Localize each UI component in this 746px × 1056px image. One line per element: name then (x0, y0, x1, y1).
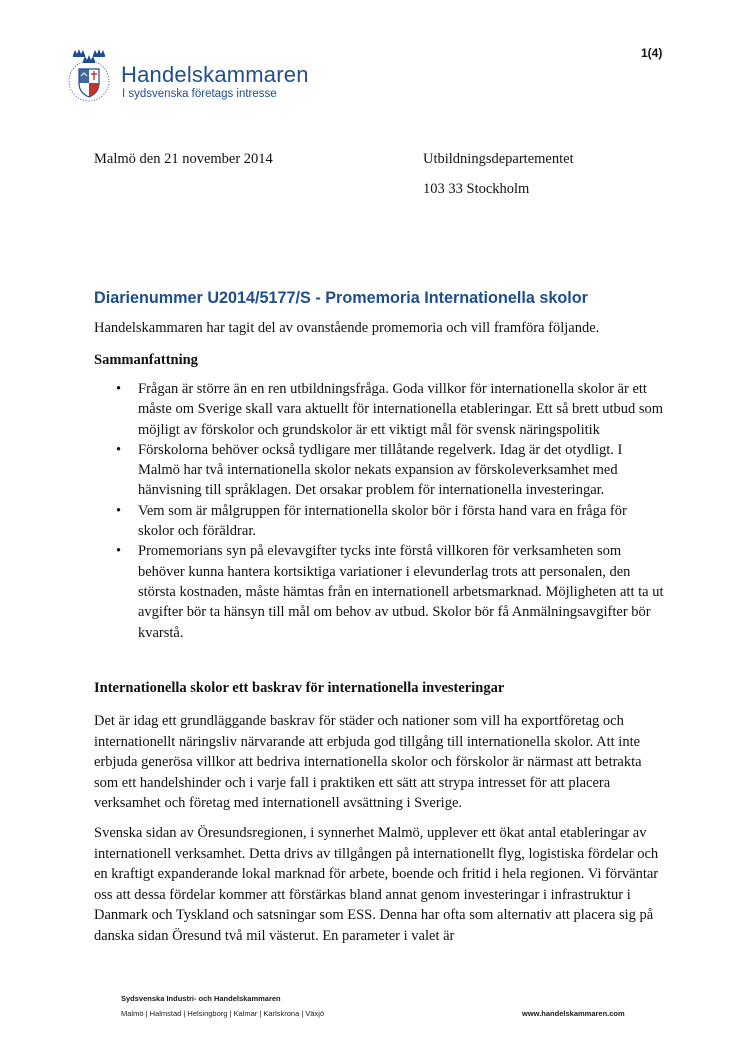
body-paragraph: Svenska sidan av Öresundsregionen, i synnerhet Malmö, upplever ett ökat antal etableringar av internationell verksamhet. Detta drivs av tillgången på internationellt flyg, logistiska fördelar och en kraftigt expanderande lokal marknad för arbete, boende och fritid i hela regionen. Vi förväntar oss att dessa fördelar kommer att förstärkas bland annat genom investeringar i infrastruktur i Danmark och Tyskland och satsningar som ESS. Denna har ofta som alternativ att placera sig på danska sidan Öresund två mil västerut. En parameter i valet är (94, 825, 659, 944)
date-line: Malmö den 21 november 2014 (94, 151, 273, 167)
list-item (94, 541, 664, 642)
footer-org-name: Sydsvenska Industri- och Handelskammaren (121, 994, 281, 1003)
body-paragraph: Det är idag ett grundläggande baskrav för städer och nationer som vill ha exportföretag och internationellt näringsliv närvarande att erbjuda god tillgång till internationella skolor. Att inte erbjuda generösa villkor att bedriva internationella skolor och förskolor är närmast att betrakta som ett handelshinder och i varje fall i praktiken ett sätt att strypa intresset för att placera verksamhet och företag med internationell avsättning i Sverige. (94, 713, 642, 811)
bullet-icon: • (116, 502, 122, 519)
recipient-address: 103 33 Stockholm (423, 181, 530, 197)
bullet-icon: • (116, 543, 122, 560)
list-item-text: Vem som är målgruppen för internationella skolor bör i första hand vara en fråga för skolor och föräldrar. (138, 502, 627, 540)
list-item-text: Frågan är större än en ren utbildningsfråga. Goda villkor för internationella skolor är ett måste om Sverige skall vara aktuellt för internationella etableringar. Ett så brett utbud som möjligt av förskolor och grundskolor är ett viktigt mål för svensk näringspolitik (138, 381, 664, 438)
recipient-name: Utbildningsdepartementet (423, 151, 574, 167)
list-item (94, 501, 664, 542)
summary-list (94, 379, 664, 643)
section-heading: Internationella skolor ett baskrav för internationella investeringar (94, 680, 505, 696)
document-title: Diarienummer U2014/5177/S - Promemoria Internationella skolor (94, 289, 588, 307)
footer-website-link[interactable]: www.handelskammaren.com (522, 1009, 625, 1018)
footer-cities: Malmö | Halmstad | Helsingborg | Kalmar | Karlskrona | Växjö (121, 1009, 325, 1018)
list-item-text: Promemorians syn på elevavgifter tycks inte förstå villkoren för verksamheten som behöver kunna hantera kortsiktiga variationer i elevunderlag trots att personalen, den största kostnaden, måste hämtas från en internationell arbetsmarknad. Möjligheten att ta ut avgifter bör ta hänsyn till mål om behov av utbud. Skolor bör få Anmälningsavgifter bör kvarstå. (138, 543, 664, 641)
intro-paragraph: Handelskammaren har tagit del av ovanstående promemoria och vill framföra följande. (94, 320, 600, 336)
summary-heading: Sammanfattning (94, 352, 198, 368)
page-number: 1(4) (641, 46, 663, 60)
logo-name: Handelskammaren (121, 62, 309, 87)
list-item (94, 379, 664, 440)
crown-emblem-icon (64, 46, 114, 104)
logo-tagline: I sydsvenska företags intresse (122, 88, 277, 100)
bullet-icon: • (116, 381, 122, 397)
bullet-icon: • (116, 441, 122, 458)
list-item-text: Förskolorna behöver också tydligare mer tillåtande regelverk. Idag är det otydligt. I Malmö har två internationella skolor nekats expansion av förskoleverksamhet med hänvisning till språklagen. Det orsakar problem för internationella investeringar. (138, 441, 623, 499)
list-item (94, 440, 664, 501)
